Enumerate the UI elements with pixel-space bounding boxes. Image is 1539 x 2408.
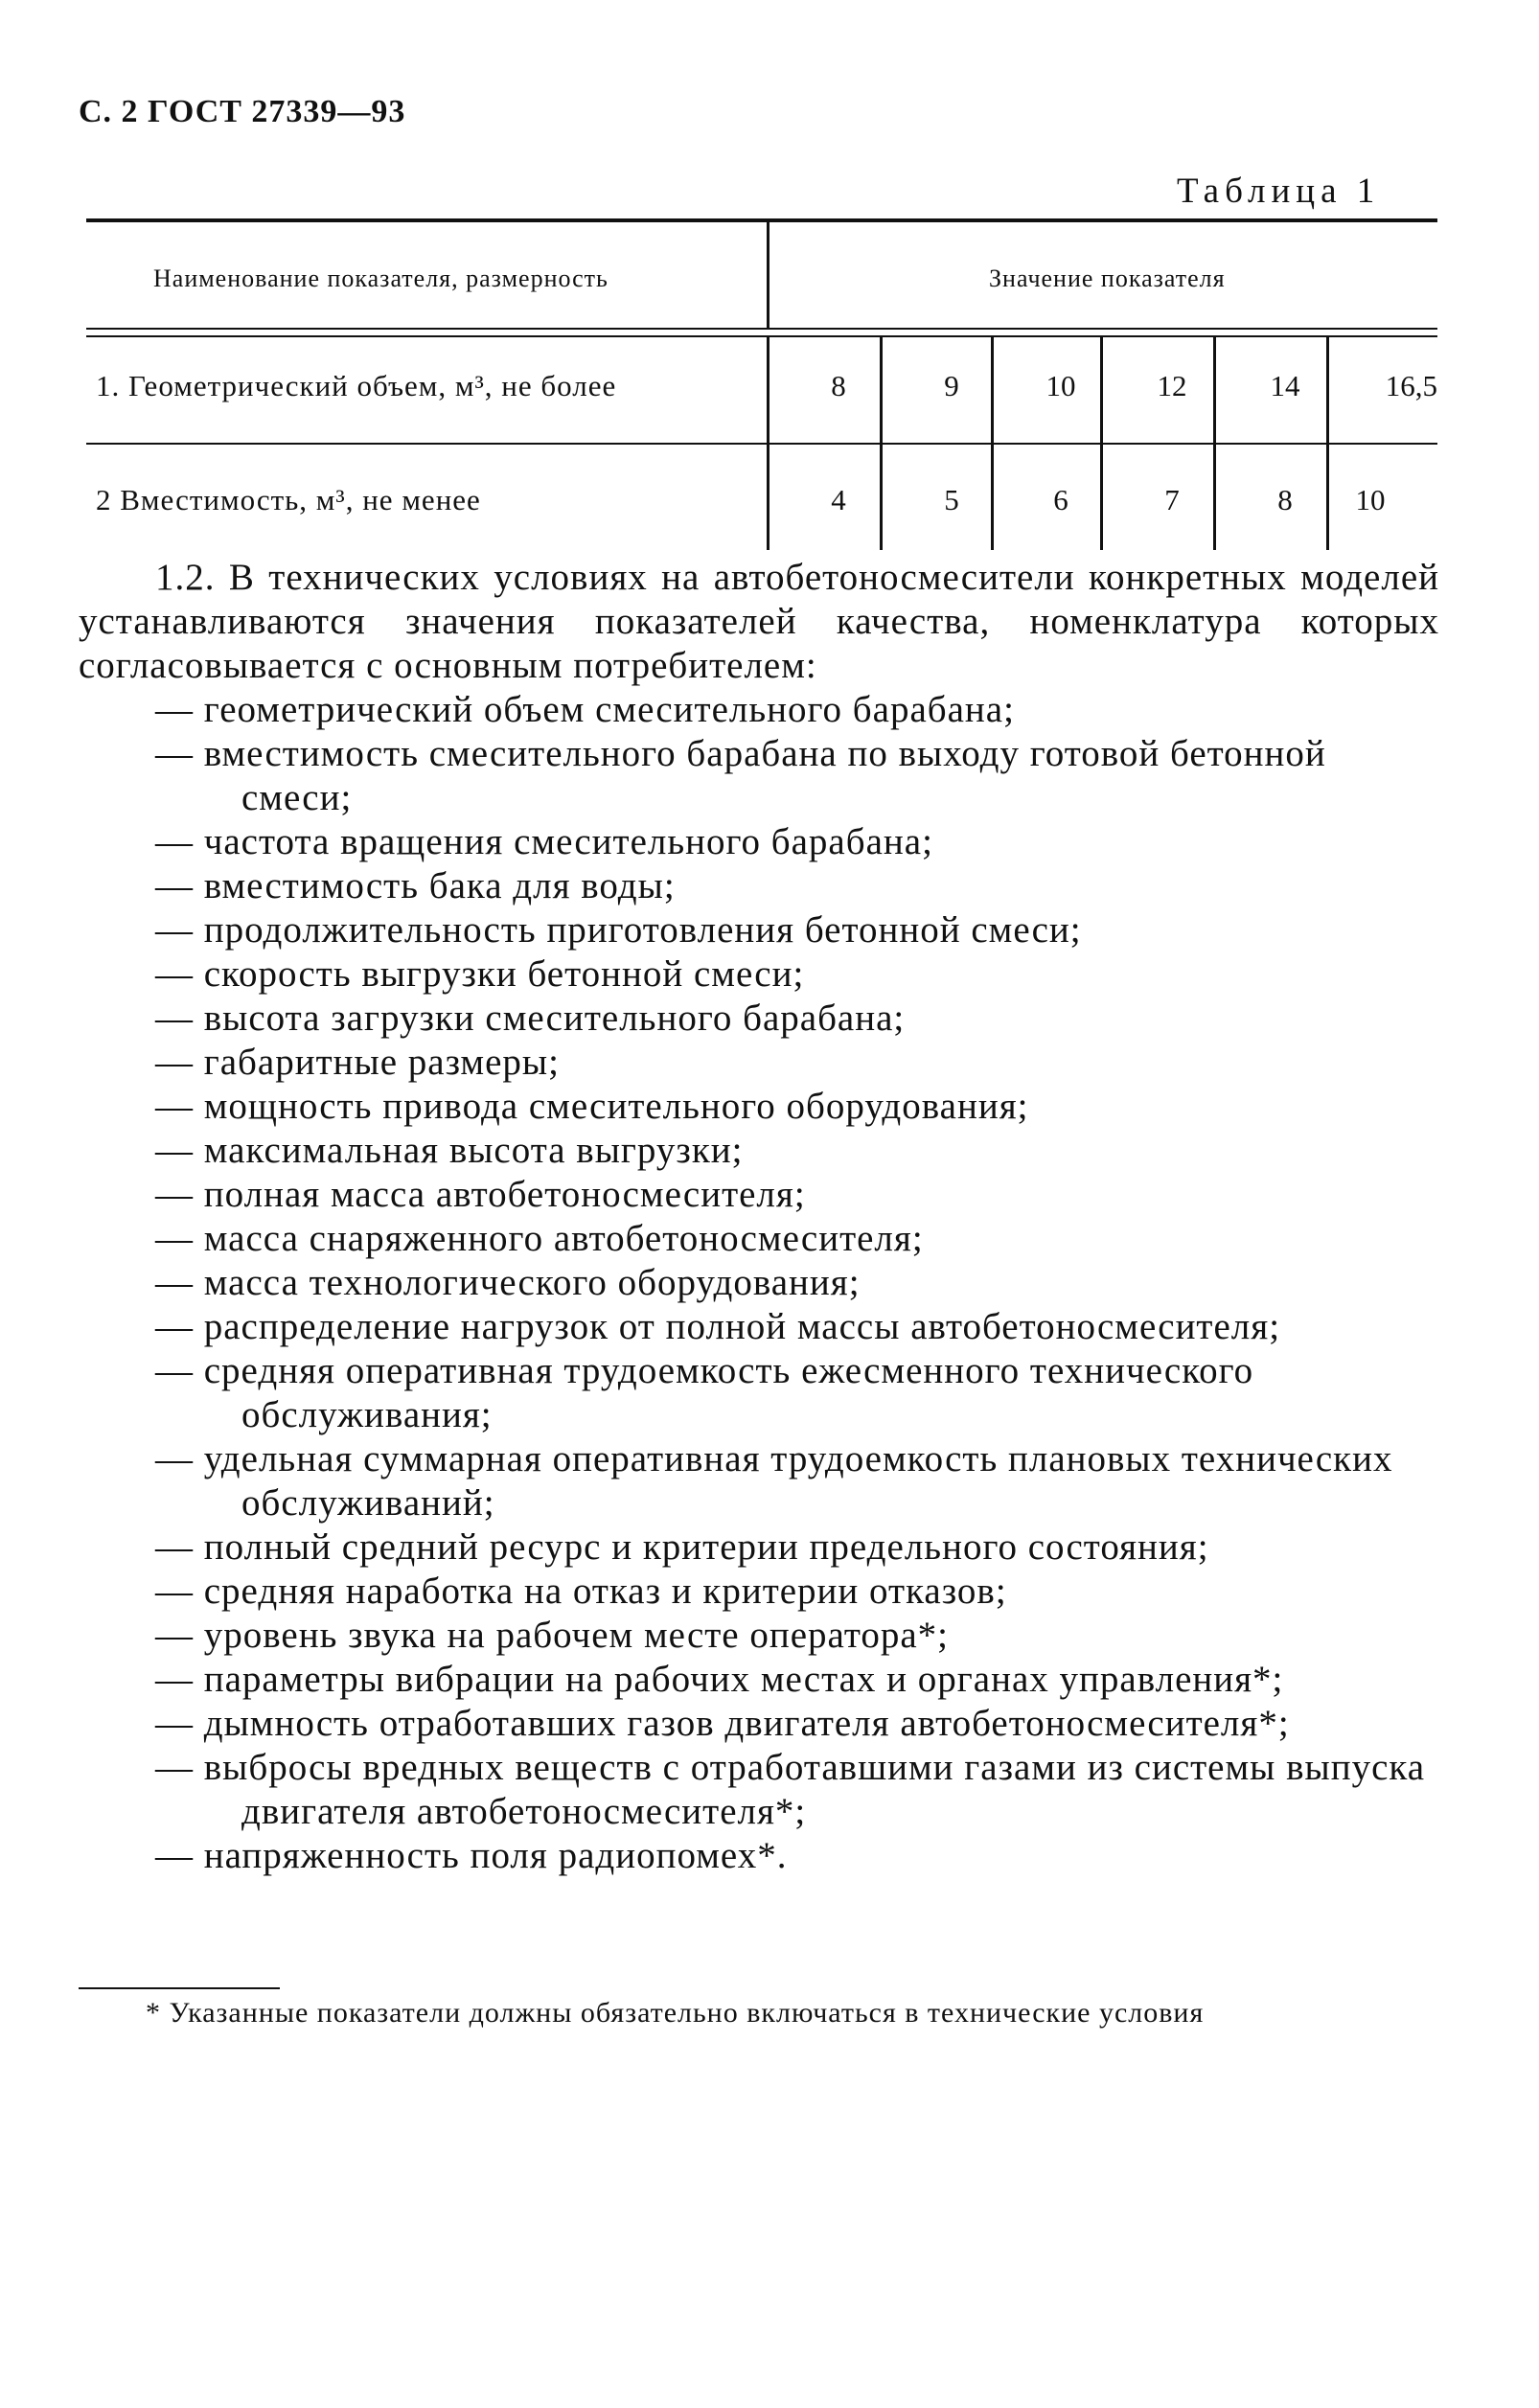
list-item: — полный средний ресурс и критерии предельного состояния; xyxy=(155,1526,1209,1568)
list-item: — средняя оперативная трудоемкость ежесменного технического обслуживания; xyxy=(155,1350,1254,1435)
list-item: — продолжительность приготовления бетонной смеси; xyxy=(155,909,1082,951)
col-header-value: Значение показателя xyxy=(989,264,1226,292)
table-top-rule xyxy=(86,218,1437,222)
list-item: — вместимость смесительного барабана по выходу готовой бетонной смеси; xyxy=(155,733,1326,818)
row-2-label: 2 Вместимость, м³, не менее xyxy=(96,483,481,516)
table-header-rule-2 xyxy=(86,335,1437,337)
table-vrule-0 xyxy=(767,337,770,550)
list-item: — параметры вибрации на рабочих местах и органах управления*; xyxy=(155,1659,1284,1700)
table-cell: 10 xyxy=(1355,483,1386,516)
col-header-name: Наименование показателя, размерность xyxy=(153,264,609,292)
table-cell: 8 xyxy=(1277,483,1293,516)
table-cell: 7 xyxy=(1164,483,1180,516)
table-cell: 16,5 xyxy=(1385,369,1437,402)
table-row-rule xyxy=(86,443,1437,445)
list-item: — геометрический объем смесительного барабана; xyxy=(155,689,1015,730)
list-item: — полная масса автобетоносмесителя; xyxy=(155,1174,806,1215)
list-item: — средняя наработка на отказ и критерии отказов; xyxy=(155,1571,1007,1612)
list-item: — уровень звука на рабочем месте оператора*; xyxy=(155,1615,950,1656)
list-item: — дымность отработавших газов двигателя автобетоносмесителя*; xyxy=(155,1703,1290,1744)
footnote: * Указанные показатели должны обязательно включаться в технические условия xyxy=(146,1997,1205,2029)
list-item: — распределение нагрузок от полной массы автобетоносмесителя; xyxy=(155,1306,1281,1347)
table-cell: 12 xyxy=(1157,369,1187,402)
table-header-rule-1 xyxy=(86,328,1437,330)
list-item: — габаритные размеры; xyxy=(155,1042,560,1083)
list-item: — высота загрузки смесительного барабана; xyxy=(155,998,906,1039)
list-item: — удельная суммарная оперативная трудоемкость плановых технических обслуживаний; xyxy=(155,1438,1393,1524)
page-header: С. 2 ГОСТ 27339—93 xyxy=(79,94,406,129)
footnote-rule xyxy=(79,1987,280,1989)
list-item: — скорость выгрузки бетонной смеси; xyxy=(155,953,805,995)
list-item: — мощность привода смесительного оборудования; xyxy=(155,1086,1029,1127)
list-item: — выбросы вредных веществ с отработавшими газами из системы выпуска двигателя автобетоносмесителя*; xyxy=(155,1747,1426,1832)
paragraph-1-2: 1.2. В технических условиях на автобетоносмесители конкретных моделей устанавливаются значения показателей качества, номенклатура которых согласовывается с основным потребителем: xyxy=(79,557,1439,686)
body-text xyxy=(79,556,1439,1878)
table-cell: 10 xyxy=(1045,369,1076,402)
list-item: — частота вращения смесительного барабана; xyxy=(155,821,933,862)
list-item: — масса снаряженного автобетоносмесителя; xyxy=(155,1218,924,1259)
table-cell: 5 xyxy=(944,483,959,516)
table-cell: 14 xyxy=(1270,369,1300,402)
table-cell: 9 xyxy=(944,369,959,402)
table-cell: 6 xyxy=(1053,483,1068,516)
list-item: — максимальная высота выгрузки; xyxy=(155,1130,744,1171)
row-1-label: 1. Геометрический объем, м³, не более xyxy=(96,369,617,402)
list-item: — масса технологического оборудования; xyxy=(155,1262,861,1303)
table-cell: 4 xyxy=(831,483,846,516)
requirements-list xyxy=(79,688,1439,1878)
list-item: — вместимость бака для воды; xyxy=(155,865,676,906)
table-caption: Таблица 1 xyxy=(1177,172,1381,211)
table-vrule-header xyxy=(767,222,770,328)
table-cell: 8 xyxy=(831,369,846,402)
list-item: — напряженность поля радиопомех*. xyxy=(155,1835,788,1876)
